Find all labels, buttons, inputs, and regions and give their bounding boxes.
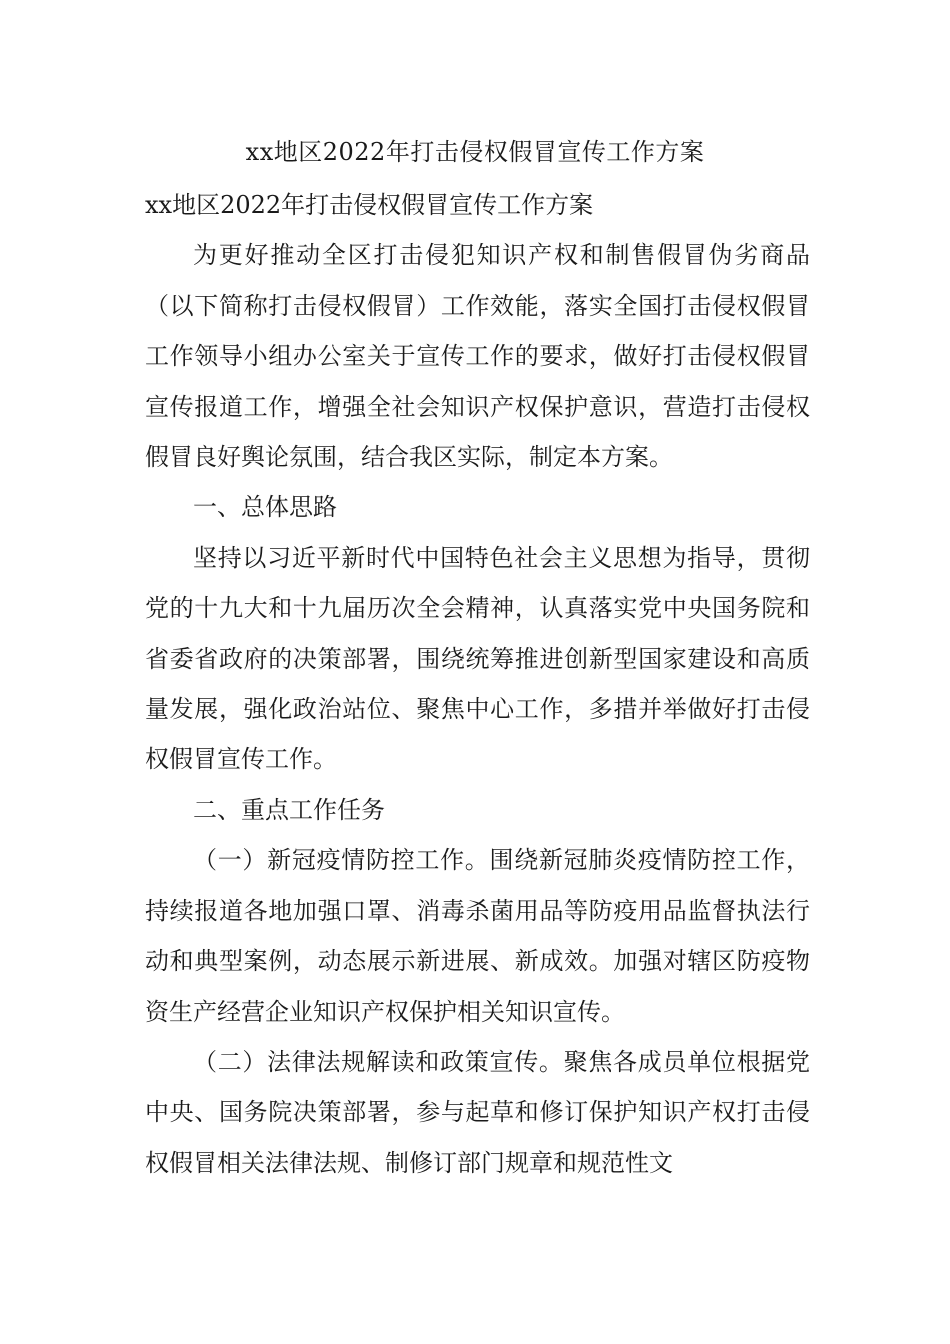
document-subtitle: xx地区2022年打击侵权假冒宣传工作方案	[145, 191, 594, 219]
section-heading-key-tasks: 二、重点工作任务	[193, 795, 385, 824]
paragraph-task-epidemic: （一）新冠疫情防控工作。围绕新冠肺炎疫情防控工作，持续报道各地加强口罩、消毒杀菌用品等防疫用品监督执法行动和典型案例，动态展示新进展、新成效。加强对辖区防疫物资生产经营企业知识产权保护相关知识宣传。	[145, 846, 810, 1026]
paragraph-intro: 为更好推动全区打击侵犯知识产权和制售假冒伪劣商品（以下简称打击侵权假冒）工作效能，落实全国打击侵权假冒工作领导小组办公室关于宣传工作的要求，做好打击侵权假冒宣传报道工作，增强全社会知识产权保护意识，营造打击侵权假冒良好舆论氛围，结合我区实际，制定本方案。	[145, 241, 810, 472]
section-heading-overall-approach: 一、总体思路	[193, 493, 337, 522]
document-title: xx地区2022年打击侵权假冒宣传工作方案	[245, 138, 705, 166]
document-body	[145, 180, 810, 1188]
paragraph-overall-approach: 坚持以习近平新时代中国特色社会主义思想为指导，贯彻党的十九大和十九届历次全会精神，认真落实党中央国务院和省委省政府的决策部署，围绕统筹推进创新型国家建设和高质量发展，强化政治站位、聚焦中心工作，多措并举做好打击侵权假冒宣传工作。	[145, 543, 810, 774]
paragraph-task-law-policy: （二）法律法规解读和政策宣传。聚焦各成员单位根据党中央、国务院决策部署，参与起草和修订保护知识产权打击侵权假冒相关法律法规、制修订部门规章和规范性文	[145, 1047, 810, 1177]
